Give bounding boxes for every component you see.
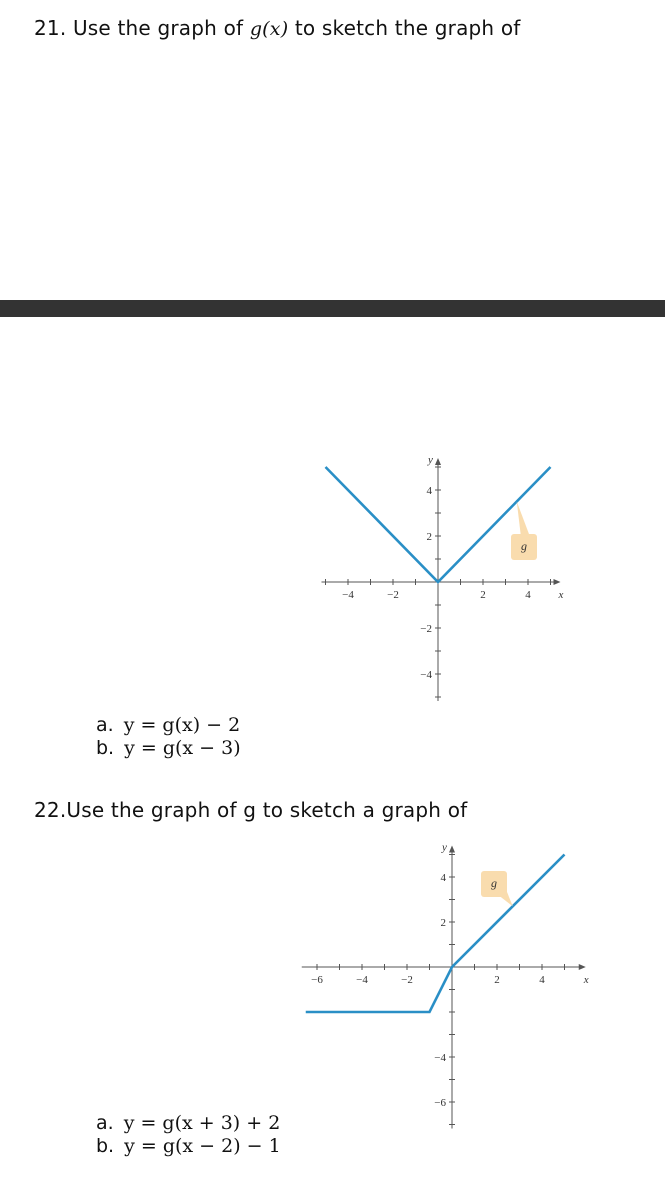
graph2-x-tick-label: −6 xyxy=(311,974,323,986)
graph1-y-tick-label: −4 xyxy=(420,669,432,681)
q22-item-list xyxy=(96,1112,281,1158)
graph2-y-tick-label: 2 xyxy=(440,917,446,929)
q21-item-a-expression: y = g(x) − 2 xyxy=(123,714,241,736)
graph1-y-tick-label: −2 xyxy=(420,623,432,635)
q21-item-b-label: b. xyxy=(96,737,115,759)
graph1-x-tick-label: 2 xyxy=(480,589,486,601)
graph2-y-tick-label: −4 xyxy=(434,1052,446,1064)
q22-item-b-label: b. xyxy=(96,1135,115,1157)
graph2-y-axis-arrow xyxy=(449,846,455,853)
q22-item-b xyxy=(96,1135,281,1158)
graph2-series-g-label: g xyxy=(491,876,497,890)
graph2-series-g-line xyxy=(306,855,565,1013)
q22-item-a-label: a. xyxy=(96,1112,114,1134)
graph2-y-tick-label: 4 xyxy=(440,872,446,884)
graph1-x-tick-label: −4 xyxy=(342,589,354,601)
q21-item-a-label: a. xyxy=(96,714,114,736)
q21-title-math: g(x) xyxy=(249,18,289,40)
graph1-series-g-label: g xyxy=(521,539,527,553)
graph2-x-tick-label: −4 xyxy=(356,974,368,986)
q21-item-b-expression: y = g(x − 3) xyxy=(124,737,241,759)
q22-item-b-expression: y = g(x − 2) − 1 xyxy=(124,1135,281,1157)
graph2-y-axis-label: y xyxy=(442,841,447,854)
q22-item-a-expression: y = g(x + 3) + 2 xyxy=(123,1112,281,1134)
question-22-heading: 22.Use the graph of g to sketch a graph of xyxy=(34,798,468,822)
graph2-x-tick-label: 2 xyxy=(494,974,500,986)
graph1-x-tick-label: −2 xyxy=(387,589,399,601)
graph1-x-axis-label: x xyxy=(558,589,564,601)
graph1-y-tick-label: 2 xyxy=(426,531,432,543)
graph1-y-tick-label: 4 xyxy=(426,485,432,497)
graph2-x-tick-label: −2 xyxy=(401,974,413,986)
graph1-y-axis-label: y xyxy=(428,454,433,466)
q21-title-prefix: 21. Use the graph of xyxy=(34,16,250,40)
graph1-x-tick-label: 4 xyxy=(525,589,531,601)
graph2-x-tick-label: 4 xyxy=(539,974,545,986)
graph2-y-tick-label: −6 xyxy=(434,1097,446,1109)
graph2-x-axis-label: x xyxy=(583,974,589,986)
q21-title-suffix: to sketch the graph of xyxy=(288,16,521,40)
q22-item-a xyxy=(96,1112,281,1135)
graph2-x-axis-arrow xyxy=(579,964,586,970)
